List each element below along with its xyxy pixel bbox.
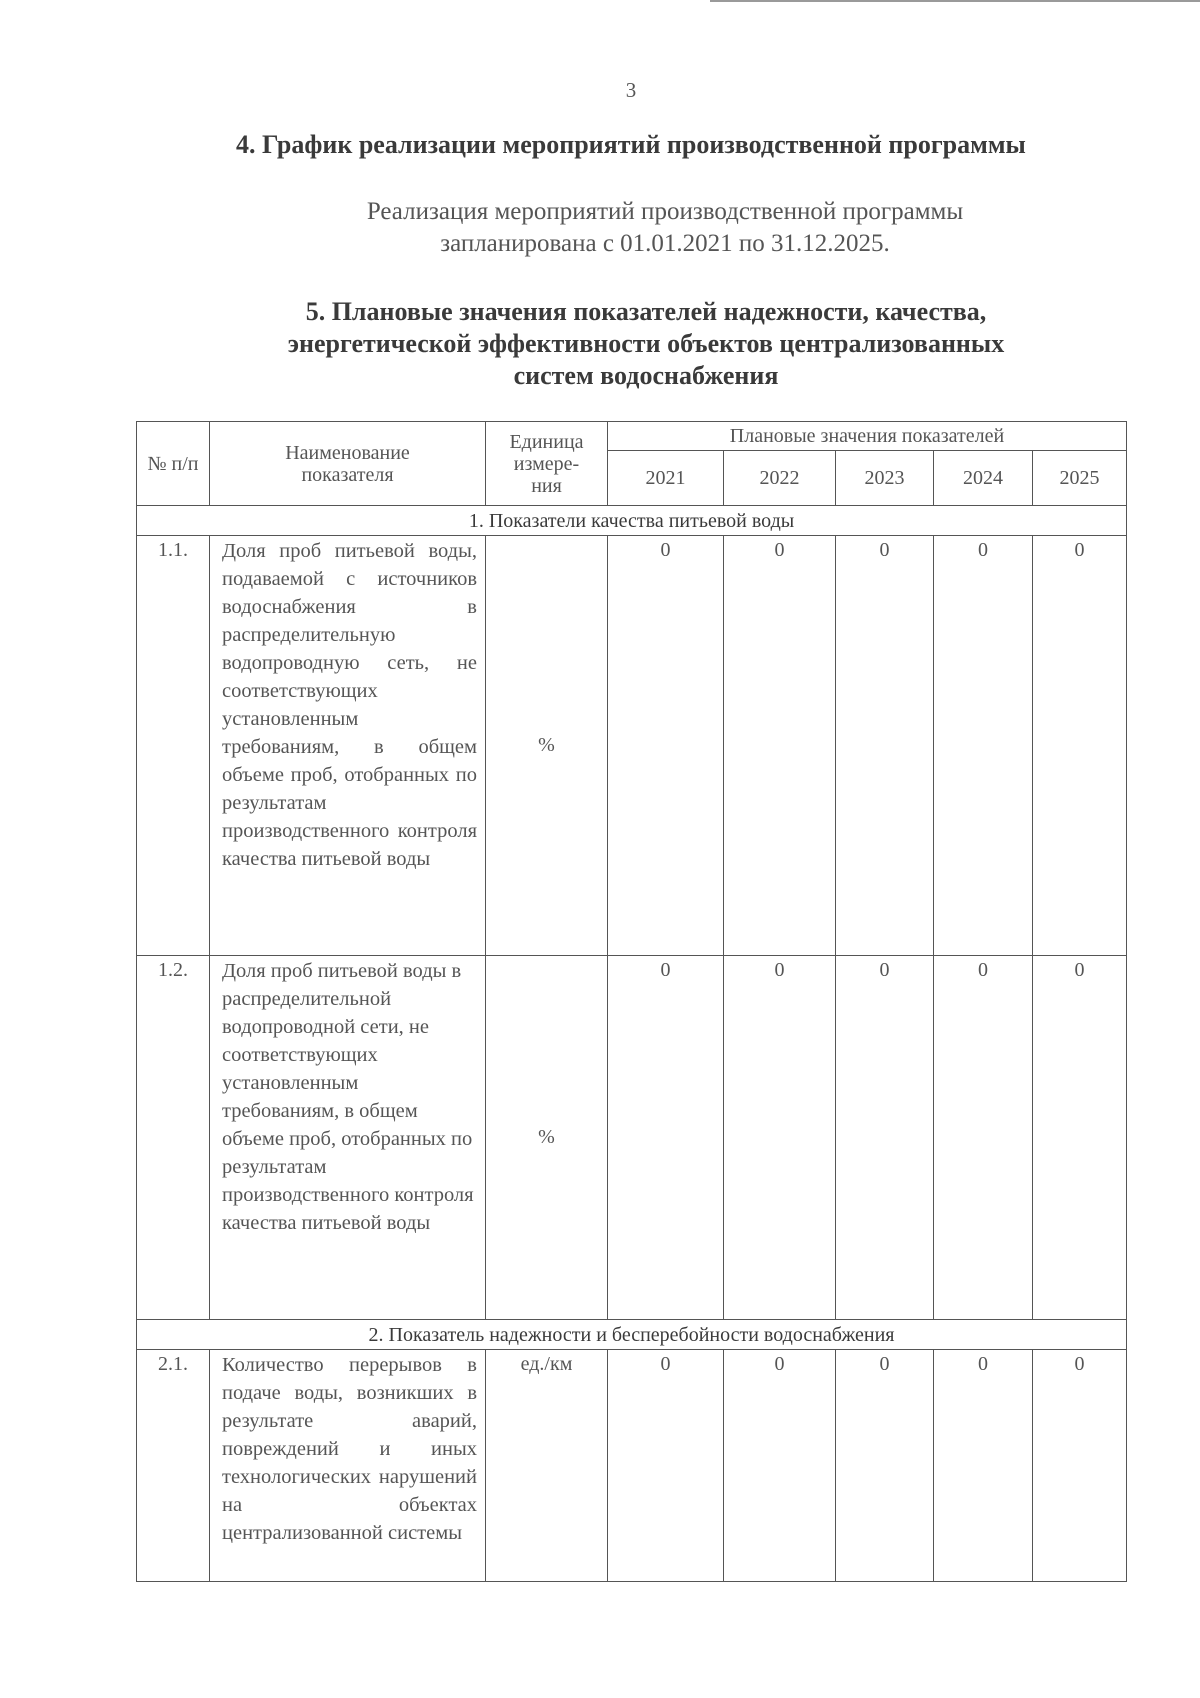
header-year: 2021 <box>608 451 724 506</box>
section5-heading-line1: 5. Плановые значения показателей надежности, качества, <box>305 297 987 326</box>
header-name: Наименование показателя <box>210 422 486 506</box>
row-number: 1.1. <box>137 536 210 956</box>
section4-text-line2: запланирована с 01.01.2021 по 31.12.2025. <box>440 230 890 257</box>
page-number: 3 <box>625 78 637 102</box>
header-unit: Единица измере-ния <box>486 422 608 506</box>
table-row <box>137 956 1127 1320</box>
section4-heading: 4. График реализации мероприятий производственной программы <box>236 130 1026 159</box>
header-year: 2022 <box>724 451 836 506</box>
section-title: 2. Показатель надежности и бесперебойности водоснабжения <box>137 1320 1127 1350</box>
section4-text <box>0 196 1200 260</box>
section5-heading <box>224 296 1068 392</box>
table-row <box>137 536 1127 956</box>
unit: % <box>486 956 608 1320</box>
indicator-name: Количество перерывов в подаче воды, возникших в результате аварий, повреждений и иных технологических нарушений на объектах централизованной системы <box>210 1350 486 1582</box>
value-cell: 0 <box>1033 956 1127 1320</box>
section5-heading-line3: систем водоснабжения <box>513 361 779 390</box>
value-cell: 0 <box>724 536 836 956</box>
section-title: 1. Показатели качества питьевой воды <box>137 506 1127 536</box>
value-cell: 0 <box>836 536 934 956</box>
table-row <box>137 1350 1127 1582</box>
section4-text-line1: Реализация мероприятий производственной программы <box>366 198 964 225</box>
row-number: 2.1. <box>137 1350 210 1582</box>
row-number: 1.2. <box>137 956 210 1320</box>
header-num: № п/п <box>137 422 210 506</box>
value-cell: 0 <box>934 536 1033 956</box>
table-header-row <box>137 422 1127 451</box>
header-year: 2023 <box>836 451 934 506</box>
value-cell: 0 <box>608 956 724 1320</box>
header-year: 2025 <box>1033 451 1127 506</box>
section-row <box>137 506 1127 536</box>
header-year: 2024 <box>934 451 1033 506</box>
header-planned-values: Плановые значения показателей <box>608 422 1127 451</box>
unit: % <box>486 536 608 956</box>
value-cell: 0 <box>1033 536 1127 956</box>
value-cell: 0 <box>724 956 836 1320</box>
value-cell: 0 <box>724 1350 836 1582</box>
indicator-name: Доля проб питьевой воды, подаваемой с источников водоснабжения в распределительную водопроводную сеть, не соответствующих установленным требованиям, в общем объеме проб, отобранных по результатам производственного контроля качества питьевой воды <box>210 536 486 956</box>
value-cell: 0 <box>836 956 934 1320</box>
unit: ед./км <box>486 1350 608 1582</box>
section-row <box>137 1320 1127 1350</box>
indicator-name: Доля проб питьевой воды в распределительной водопроводной сети, не соответствующих установленным требованиям, в общем объеме проб, отобранных по результатам производственного контроля качества питьевой воды <box>210 956 486 1320</box>
value-cell: 0 <box>934 1350 1033 1582</box>
scan-edge-line <box>710 0 1200 2</box>
value-cell: 0 <box>934 956 1033 1320</box>
value-cell: 0 <box>836 1350 934 1582</box>
value-cell: 0 <box>608 1350 724 1582</box>
value-cell: 0 <box>1033 1350 1127 1582</box>
value-cell: 0 <box>608 536 724 956</box>
indicators-table <box>136 421 1127 1582</box>
section5-heading-line2: энергетической эффективности объектов централизованных <box>287 329 1005 358</box>
